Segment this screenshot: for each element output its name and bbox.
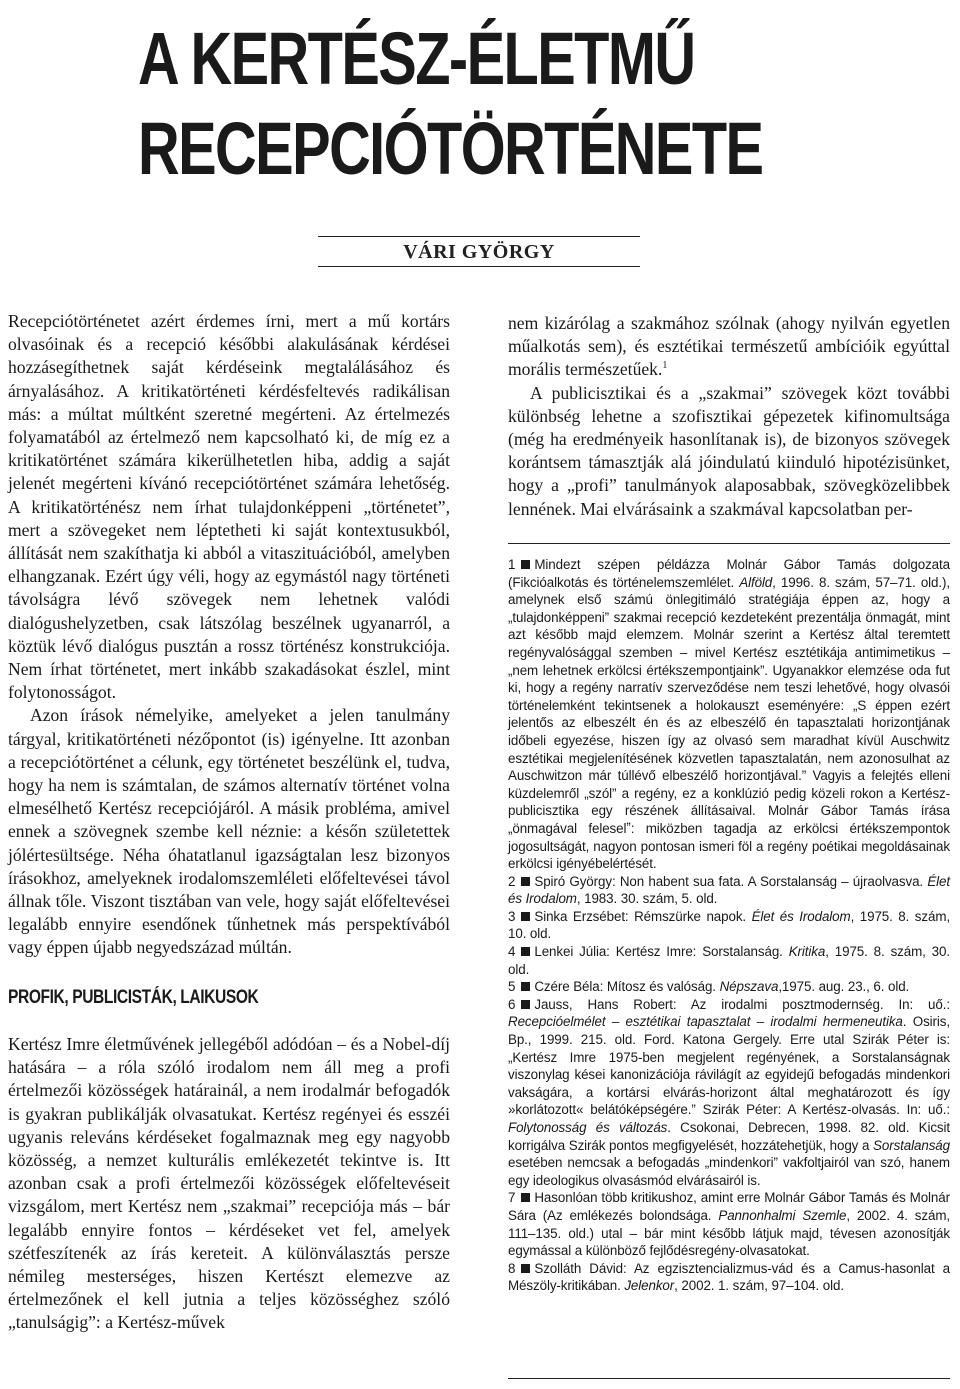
author-rule-bottom	[318, 266, 640, 267]
footnote-text: Kritika	[788, 944, 826, 960]
footnote-text: Sorstalanság	[873, 1137, 950, 1153]
footnote-number: 7	[508, 1190, 516, 1206]
footnote-square-icon	[521, 947, 530, 956]
footnote-3	[508, 908, 950, 943]
footnote-rule	[508, 543, 950, 544]
article-title	[138, 14, 762, 194]
footnote-text: ,1975. aug. 23., 6. old.	[778, 979, 910, 995]
title-line-1: A KERTÉSZ-ÉLETMŰ	[138, 17, 695, 100]
footnote-8	[508, 1260, 950, 1295]
footnote-text: Élet és Irodalom	[751, 908, 851, 924]
footnote-square-icon	[521, 1264, 530, 1273]
right-column	[508, 312, 950, 521]
footnote-text: Jelenkor	[624, 1278, 675, 1294]
footnote-square-icon	[521, 1193, 530, 1202]
footnote-text: , 2002. 4. szám, 111–135. old.) utal – bár mint később látjuk majd, tévesen azonosítják egymással a különböző fejlődésregény-olvasatokat.	[508, 1207, 950, 1259]
footnote-text: Lenkei Júlia: Kertész Imre: Sorstalanság.	[534, 944, 789, 960]
footnote-square-icon	[521, 877, 530, 886]
footnote-square-icon	[521, 560, 530, 569]
footnote-text: , 2002. 1. szám, 97–104. old.	[674, 1278, 844, 1294]
footnote-5	[508, 978, 950, 996]
footnote-text: Szolláth Dávid: Az egzisztencializmus-vád és a Camus-hasonlat a Mészöly-kritikában.	[508, 1260, 950, 1294]
footnote-number: 6	[508, 996, 516, 1012]
footnote-text: Sinka Erzsébet: Rémszürke napok.	[534, 908, 752, 924]
author-rule-top	[318, 236, 640, 237]
author-name: VÁRI GYÖRGY	[403, 241, 555, 263]
footnote-text: Alföld	[739, 574, 773, 590]
footnote-number: 2	[508, 873, 516, 889]
footnote-number: 3	[508, 908, 516, 924]
footnote-text: Jauss, Hans Robert: Az irodalmi posztmodernség. In: uő.:	[534, 996, 950, 1012]
paragraph-2: Azon írások némelyike, amelyeket a jelen tanulmány tárgyal, kritikatörténeti nézőpontot (is) igényelne. Itt azonban a recepciótörténet a célunk, egy történetet beszélünk el, tudva, hogy ha nem is számtalan, de számos alternatív történet volna elmesélhető Kertész recepciójáról. A másik probléma, amivel ennek a szövegnek szembe kell néznie: a későn születettek jólértesültsége. Néha óhatatlanul igazságtalan lesz bizonyos írásokhoz, amelyeknek irodalomszemléleti előfeltevései távol állnak tőle. Viszont tisztában van vele, hogy saját előfeltevései legalább ennyire esendőnek tűnhetnek más perspektívából vagy éppen újabb negyedszázad múltán.	[8, 705, 450, 958]
footnote-text: Hasonlóan több kritikushoz, amint erre Molnár Gábor Tamás és Molnár Sára (Az emlékezés bolondsága.	[508, 1190, 950, 1223]
footnote-square-icon	[521, 1000, 530, 1009]
footnote-ref-1[interactable]: 1	[662, 360, 668, 372]
footnote-text: Czére Béla: Mítosz és valóság.	[534, 979, 720, 995]
footnote-1	[508, 556, 950, 873]
footnote-text: . Osiris, Bp., 1999. 215. old. Ford. Katona Gergely. Erre utal Szirák Péter is: „Kertész Imre 1975-ben megjelent regényének, a Sorstalanságnak viszonylag kései kanonizációja rávilágít az egyidejű befogadás mindenkori vakságára, a kortársi elvárás-horizont által meghatározott és így »korlátozott« belátóképségére.” Szirák Péter: A Kertész-olvasás. In: uő.:	[508, 1014, 951, 1118]
left-column	[8, 310, 450, 1335]
footnote-text: . Csokonai, Debrecen, 1998. 82. old. Kicsit korrigálva Szirák pontos megfigyelését, hozzátehetjük, hogy a	[508, 1120, 951, 1153]
footnote-text: Spiró György: Non habent sua fata. A Sorstalanság – újraolvasva.	[534, 873, 928, 889]
footnote-text: , 1975. 8. szám, 10. old.	[508, 908, 951, 942]
footnote-text: Folytonosság és változás	[508, 1120, 668, 1135]
paragraph-3: Kertész Imre életművének jellegéből adódóan – és a Nobel-díj hatására – a róla szóló irodalom nem áll meg a profi értelmezői közösségek határainál, a nem irodalmár befogadók is gyakran publikálják olvasatukat. Kertész regényei és esszéi ugyanis releváns kérdéseket fogalmaznak meg egy nagyobb közösség, a nemzet kulturális emlékezetét tekintve is. Itt azonban csak a profi értelmezői közösségek előfeltevéseit vizsgálom, mert Kertész nem „szakmai” recepciója más – bár legalább ennyire fontos – kérdéseket vet fel, amelyek szétfeszítenék az írás kereteit. A különválasztás persze némileg mesterséges, hiszen Kertészt elemezve az értelmezőnek el kell jutnia a teljes közösséghez szóló „tanulságig”: a Kertész-művek	[8, 1033, 450, 1333]
footnote-text: Mindezt szépen példázza Molnár Gábor Tamás dolgozata (Fikcióalkotás és történelemszemlélet.	[508, 557, 950, 590]
footnote-6	[508, 996, 950, 1190]
footnote-text: esetében nemcsak a befogadás „mindenkori” vakfoltjairól van szó, hanem egy ideologikus olvasásmód elvárásairól is.	[508, 1155, 950, 1188]
footnote-number: 8	[508, 1260, 516, 1276]
footnotes	[508, 556, 950, 1295]
footnote-number: 4	[508, 944, 516, 960]
footnote-text: , 1975. 8. szám, 30. old.	[508, 944, 951, 977]
footnote-text: Népszava	[719, 979, 779, 995]
footnote-rule-bottom	[508, 1378, 950, 1379]
footnote-number: 1	[508, 557, 516, 572]
footnote-text: Élet és Irodalom	[508, 873, 950, 907]
footnote-square-icon	[521, 912, 530, 921]
footnote-2	[508, 873, 950, 908]
right-paragraph-1	[508, 312, 950, 382]
footnote-square-icon	[521, 982, 530, 991]
footnote-text: Recepcióelmélet – esztétikai tapasztalat – irodalmi hermeneutika	[508, 1014, 903, 1030]
footnote-text: , 1996. 8. szám, 57–71. old.), amelynek első számú önlegitimáló stratégiája éppen az, hogy a „tulajdonképpeni” szakmai recepció kezdeteként prezentálja önmagát, mint azt később majd elemzem. Molnár szerint a Kertész által teremtett regényvalósággal szemben – mivel Kertész esztétikája antimimetikus – „nem lehetnek erkölcsi értékszempontjaink”. Ugyanakkor elemzése oda fut ki, hogy a regény narratív szerveződése nem teszi lehetővé, hogy olvasói történelemként tekintsenek a holokauszt eseményére: „S éppen ezért jelentős az elbeszélt én és az elbeszélő én tapasztalati horizontjának időbeli egyezése, hiszen így az olvasó sem maradhat kívül Auschwitz esztétikai megjelenítésének közvetlen tapasztalatán, nem azonosulhat az Auschwitzon már túllévő elbeszélő horizontjával.” Vagyis a felejtés elleni küzdelemről „szól” a regény, ez a konklúzió pedig közeli rokon a Kertész-publicisztika egy részének állításaival. Molnár Gábor Tamás írása „önmagával feleselˮ: miközben tagadja az erkölcsi értékszempontok jogosultságát, nagyon pontosan ismeri föl a regény poétikai megoldásainak erkölcsi igényébelértését.	[508, 574, 950, 872]
footnote-4	[508, 943, 950, 978]
footnote-text: Pannonhalmi Szemle	[718, 1207, 847, 1223]
right-paragraph-1-text: nem kizárólag a szakmához szólnak (ahogy nyilván egyetlen műalkotás sem), és esztétikai természetű ambícióik egyúttal morális természetűek.	[508, 313, 950, 380]
footnote-7	[508, 1189, 950, 1259]
footnote-number: 5	[508, 979, 516, 995]
footnote-text: , 1983. 30. szám, 5. old.	[576, 891, 718, 907]
section-heading: PROFIK, PUBLICISTÁK, LAIKUSOK	[8, 986, 259, 1008]
paragraph-1: Recepciótörténetet azért érdemes írni, mert a mű kortárs olvasóinak és a recepció későbbi alakulásának kérdései hozzásegíthetnek saját kérdéseink megtalálásához és árnyalásához. A kritikatörténeti kérdésfeltevés radikálisan más: a múltat múltként szeretné megérteni. Az értelmezés folyamatából az értelmező nem kapcsolható ki, de míg ez a kritikatörténet számára kikerülhetetlen hiba, addig a saját jelenét megérteni kívánó recepciótörténet számára lehetőség. A kritikatörténész nem írhat tulajdonképpeni „történetet”, mert a szövegeket nem léptetheti ki saját kontextusukból, állítását nem szakíthatja ki abból a vitaszituációból, amelyben elhangzanak. Ezért úgy véli, hogy az egymástól nagy történeti távolságra lévő szövegek nem lehetnek valódi dialógushelyzetben, csak látszólag beszélnek ugyanarról, a köztük lévő dialógus pusztán a rossz történész konstrukciója. Nem írhat történetet, mert inkább szakadásokat észlel, mint folytonosságot.	[8, 311, 450, 703]
right-paragraph-2: A publicisztikai és a „szakmai” szövegek közt további különbség lehetne a szofisztikai gépezetek kifinomultsága (még ha eredményeik hasonlítanak is), de bizonyos szövegek korántsem támasztják alá jóindulatú kiinduló hipotézisünket, hogy a „profi” tanulmányok alaposabbak, szövegközelibbek lennének. Mai elvárásaink a szakmával kapcsolatban per-	[508, 382, 950, 519]
title-line-2: RECEPCIÓTÖRTÉNETE	[138, 107, 763, 190]
